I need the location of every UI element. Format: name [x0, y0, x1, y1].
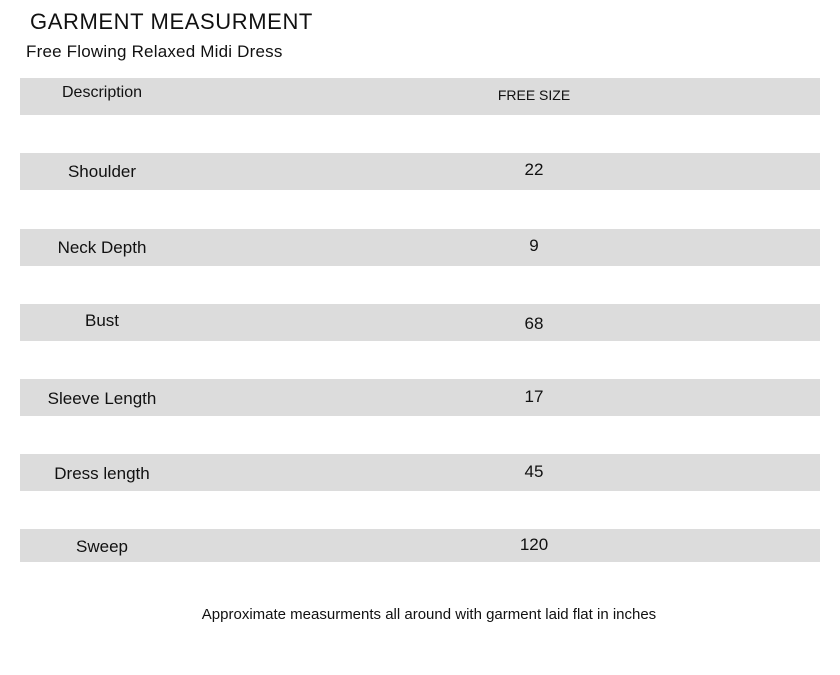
- table-row: [20, 379, 820, 416]
- footnote: Approximate measurments all around with garment laid flat in inches: [201, 606, 657, 623]
- row-value: 22: [524, 159, 544, 179]
- row-value: 17: [524, 386, 544, 406]
- row-label: Sweep: [76, 536, 128, 556]
- header-description: Description: [61, 83, 143, 101]
- table-row: [20, 454, 820, 491]
- page-subtitle: Free Flowing Relaxed Midi Dress: [26, 42, 283, 61]
- page-title: GARMENT MEASURMENT: [30, 9, 313, 34]
- table-row: [20, 304, 820, 341]
- row-value: 45: [524, 461, 544, 481]
- row-label: Sleeve Length: [47, 388, 157, 408]
- row-value: 9: [529, 235, 539, 255]
- row-label: Shoulder: [67, 161, 137, 181]
- row-label: Dress length: [54, 463, 150, 483]
- row-label: Neck Depth: [57, 237, 147, 257]
- table-row: [20, 229, 820, 266]
- row-label: Bust: [84, 310, 120, 330]
- header-free-size: FREE SIZE: [497, 86, 571, 103]
- table-row: [20, 153, 820, 190]
- table-row: [20, 529, 820, 562]
- row-value: 120: [519, 534, 549, 554]
- table-header-row: [20, 78, 820, 115]
- row-value: 68: [524, 313, 544, 333]
